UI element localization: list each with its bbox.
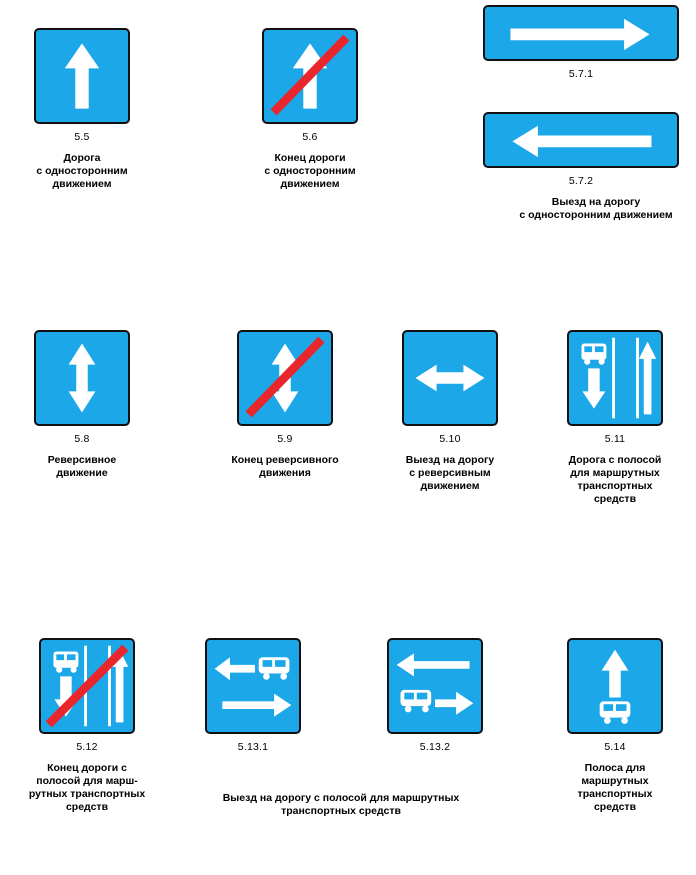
caption-line: движения xyxy=(259,467,311,479)
sign-code: 5.8 xyxy=(74,433,90,445)
caption-line: полосой для марш- xyxy=(36,775,138,787)
sign-5-5 xyxy=(34,28,130,124)
bus-lane-counterflow-struck-icon xyxy=(41,640,133,732)
caption-5-13 xyxy=(186,792,496,818)
sign-5-14 xyxy=(567,638,663,734)
sign-code: 5.6 xyxy=(302,131,318,143)
caption-line: Реверсивное xyxy=(47,454,117,466)
caption-line: Выезд на дорогу с полосой для маршрутных xyxy=(222,792,460,804)
sign-image-wrap xyxy=(250,28,370,124)
sign-image-wrap xyxy=(375,638,495,734)
caption-line: движение xyxy=(56,467,108,479)
sign-cell-5-6 xyxy=(250,28,370,191)
caption-line: Выезд на дорогу xyxy=(551,196,641,208)
caption-line: маршрутных xyxy=(581,775,649,787)
sign-cell-5-5 xyxy=(22,28,142,191)
caption-line: для маршрутных xyxy=(570,467,660,479)
bus-lane-counterflow-icon xyxy=(569,332,661,424)
sign-image-wrap xyxy=(200,330,370,426)
sign-image-wrap xyxy=(193,638,313,734)
caption-line: Полоса для xyxy=(584,762,646,774)
sign-5-13-1 xyxy=(205,638,301,734)
sign-code: 5.13.2 xyxy=(419,741,451,753)
arrow-up-white-icon xyxy=(36,30,128,122)
arrow-double-vertical-struck-icon xyxy=(239,332,331,424)
caption-line: средств xyxy=(65,801,109,813)
sign-caption xyxy=(22,454,142,480)
sign-caption xyxy=(22,762,152,814)
caption-line: Конец реверсивного xyxy=(231,454,339,466)
sign-cell-5-14 xyxy=(550,638,680,814)
sign-code: 5.14 xyxy=(604,741,626,753)
caption-line: с реверсивным xyxy=(409,467,491,479)
caption-line: с односторонним движением xyxy=(519,209,673,221)
bus-exit-right-icon xyxy=(389,640,481,732)
sign-cell-5-13-1 xyxy=(193,638,313,753)
caption-line: рутных транспортных xyxy=(28,788,146,800)
sign-cell-5-7-1 xyxy=(481,5,681,80)
sign-caption-group xyxy=(186,792,496,818)
caption-line: средств xyxy=(593,493,637,505)
sign-5-11 xyxy=(567,330,663,426)
caption-line: движением xyxy=(52,178,112,190)
sign-image-wrap xyxy=(22,28,142,124)
sign-caption xyxy=(481,196,696,222)
caption-line: с односторонним xyxy=(36,165,128,177)
sign-code: 5.7.1 xyxy=(568,68,594,80)
sign-cell-5-12 xyxy=(22,638,152,814)
arrow-double-horizontal-icon xyxy=(404,332,496,424)
sign-code: 5.7.2 xyxy=(568,175,594,187)
sign-caption xyxy=(390,454,510,493)
sign-5-7-2 xyxy=(483,112,679,168)
sign-caption xyxy=(550,454,680,506)
sign-cell-5-13-2 xyxy=(375,638,495,753)
sign-image-wrap xyxy=(390,330,510,426)
sign-cell-5-11 xyxy=(550,330,680,506)
arrow-up-white-struck-icon xyxy=(264,30,356,122)
sign-code: 5.9 xyxy=(277,433,293,445)
sign-code: 5.5 xyxy=(74,131,90,143)
sign-image-wrap xyxy=(481,112,681,168)
caption-line: Конец дороги с xyxy=(47,762,127,774)
sign-5-8 xyxy=(34,330,130,426)
caption-line: с односторонним xyxy=(264,165,356,177)
sign-image-wrap xyxy=(481,5,681,61)
caption-line: движением xyxy=(280,178,340,190)
caption-line: Дорога с полосой xyxy=(568,454,662,466)
bus-lane-arrow-icon xyxy=(569,640,661,732)
sign-cell-5-9 xyxy=(200,330,370,480)
sign-image-wrap xyxy=(550,638,680,734)
caption-line: транспортных средств xyxy=(281,805,401,817)
sign-cell-5-8 xyxy=(22,330,142,480)
sign-5-9 xyxy=(237,330,333,426)
arrow-left-white-icon xyxy=(485,114,677,169)
caption-line: средств xyxy=(593,801,637,813)
caption-line: движением xyxy=(420,480,480,492)
sign-image-wrap xyxy=(550,330,680,426)
caption-line: транспортных xyxy=(577,480,653,492)
sign-code: 5.13.1 xyxy=(237,741,269,753)
arrow-right-white-icon xyxy=(485,7,677,62)
sign-code: 5.12 xyxy=(76,741,98,753)
sign-image-wrap xyxy=(22,638,152,734)
sign-caption xyxy=(200,454,370,480)
sign-caption xyxy=(250,152,370,191)
caption-line: транспортных xyxy=(577,788,653,800)
sign-5-12 xyxy=(39,638,135,734)
arrow-double-vertical-icon xyxy=(36,332,128,424)
sign-5-10 xyxy=(402,330,498,426)
sign-caption xyxy=(22,152,142,191)
sign-5-7-1 xyxy=(483,5,679,61)
sign-caption xyxy=(550,762,680,814)
sign-code: 5.11 xyxy=(604,433,626,445)
sign-cell-5-10 xyxy=(390,330,510,493)
caption-line: Выезд на дорогу xyxy=(405,454,495,466)
sign-5-6 xyxy=(262,28,358,124)
sign-5-13-2 xyxy=(387,638,483,734)
caption-line: Конец дороги xyxy=(274,152,346,164)
caption-line: Дорога xyxy=(63,152,101,164)
bus-exit-left-icon xyxy=(207,640,299,732)
sign-image-wrap xyxy=(22,330,142,426)
sign-cell-5-7-2 xyxy=(481,112,681,222)
sign-code: 5.10 xyxy=(439,433,461,445)
